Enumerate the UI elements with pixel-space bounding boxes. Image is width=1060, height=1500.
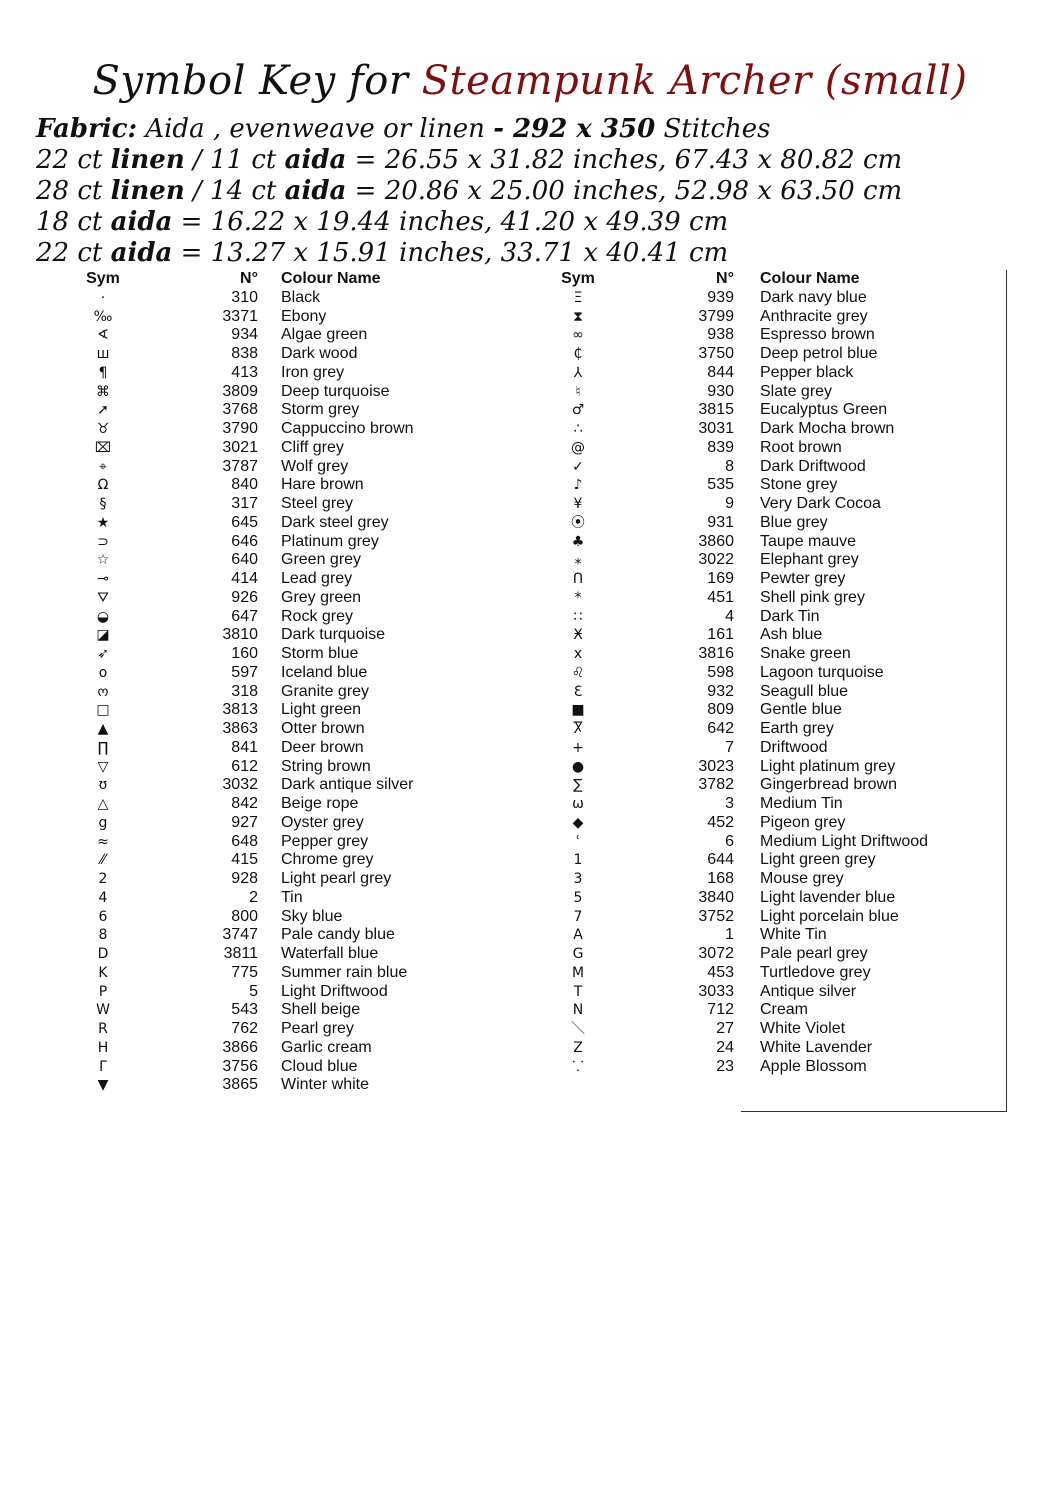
fabric-info: [36, 114, 1036, 269]
symbol-cell: K: [98, 964, 108, 981]
number-cell: 926: [231, 588, 258, 606]
size-count: 28 ct: [36, 176, 111, 206]
number-cell: 932: [707, 682, 734, 700]
fabric-dash: -: [493, 114, 514, 144]
header-sym: Sym: [561, 270, 595, 287]
symbol-cell: ʊ: [98, 777, 108, 794]
number-cell: 3032: [222, 776, 258, 794]
number-cell: 23: [716, 1057, 734, 1075]
colour-name-cell: Cappuccino brown: [281, 420, 414, 437]
size-dimensions: = 13.27 x 15.91 inches, 33.71 x 40.41 cm: [172, 238, 729, 268]
stitch-suffix: Stitches: [655, 114, 771, 144]
colour-name-cell: Grey green: [281, 588, 362, 606]
symbol-cell: ≈: [97, 833, 109, 850]
colour-name-cell: Dark turquoise: [281, 626, 386, 644]
stitch-count: 292 x 350: [513, 114, 656, 144]
symbol-cell: ♮: [575, 383, 581, 400]
number-cell: 842: [231, 795, 258, 812]
page-title: [0, 58, 1060, 104]
size-count: 22 ct: [36, 145, 111, 175]
colour-name-cell: Steel grey: [281, 495, 354, 512]
colour-name-cell: String brown: [281, 757, 371, 775]
colour-name-cell: Pearl grey: [281, 1020, 354, 1037]
number-cell: 1: [725, 926, 734, 944]
symbol-cell: ₵: [573, 346, 583, 362]
size-dimensions: = 16.22 x 19.44 inches, 41.20 x 49.39 cm: [172, 207, 729, 237]
colour-name-cell: Lead grey: [281, 570, 353, 587]
colour-name-cell: Eucalyptus Green: [760, 401, 888, 419]
header-number: N°: [240, 270, 258, 287]
colour-name-cell: Rock grey: [281, 607, 354, 625]
colour-name-cell: Espresso brown: [760, 326, 875, 344]
symbol-cell: ●: [571, 758, 585, 775]
number-cell: 3022: [698, 551, 734, 569]
size-dimensions: = 26.55 x 31.82 inches, 67.43 x 80.82 cm: [346, 145, 903, 175]
symbol-cell: Z: [573, 1039, 583, 1056]
colour-name-cell: White Violet: [760, 1020, 846, 1037]
colour-name-cell: Stone grey: [760, 476, 838, 494]
number-cell: 3865: [222, 1076, 258, 1094]
number-cell: 712: [707, 1001, 734, 1019]
number-cell: 168: [707, 870, 734, 887]
symbol-cell: Ξ: [573, 289, 583, 306]
size-count: / 14 ct: [184, 176, 285, 206]
symbol-cell: ■: [571, 702, 585, 719]
colour-name-cell: Ebony: [281, 307, 327, 325]
number-cell: 24: [716, 1038, 734, 1056]
symbol-cell: ▲: [97, 721, 109, 737]
symbol-cell: ∏: [97, 739, 109, 756]
number-cell: 3033: [698, 982, 734, 1000]
colour-name-cell: Pale pearl grey: [760, 945, 868, 962]
colour-name-cell: Summer rain blue: [281, 963, 408, 981]
symbol-cell: +: [572, 739, 584, 756]
fabric-label: Fabric:: [36, 114, 138, 144]
symbol-cell: 1: [573, 852, 583, 869]
colour-name-cell: Algae green: [281, 326, 368, 344]
colour-name-cell: Light porcelain blue: [760, 907, 899, 925]
symbol-cell: ⌘: [96, 383, 110, 400]
number-cell: 844: [707, 363, 734, 381]
symbol-cell: ∑: [573, 777, 583, 794]
symbol-cell: G: [572, 946, 584, 962]
symbol-cell: △: [97, 796, 109, 812]
symbol-cell: 3: [573, 871, 583, 887]
number-cell: 938: [707, 326, 734, 344]
symbol-cell: ⌖: [99, 458, 107, 475]
number-cell: 3816: [698, 645, 734, 662]
colour-name-cell: Slate grey: [760, 382, 833, 400]
symbol-cell: ·: [100, 289, 106, 306]
colour-name-cell: Garlic cream: [281, 1038, 372, 1056]
size-fabric: aida: [284, 176, 347, 206]
symbol-cell: ⊃: [97, 533, 109, 550]
colour-name-cell: Snake green: [760, 645, 851, 662]
symbol-cell: 5: [573, 889, 583, 906]
size-line-18ct-aida: [36, 207, 1036, 238]
colour-name-cell: Green grey: [281, 551, 362, 569]
number-cell: 3747: [222, 926, 258, 944]
colour-name-cell: Dark Mocha brown: [760, 420, 895, 437]
colour-name-cell: Medium Light Driftwood: [760, 832, 929, 850]
colour-name-cell: Apple Blossom: [760, 1057, 867, 1075]
colour-name-cell: Lagoon turquoise: [760, 663, 884, 681]
colour-name-cell: Gentle blue: [760, 701, 842, 719]
number-cell: 7: [725, 738, 734, 756]
symbol-cell: ◒: [96, 608, 110, 625]
size-count: 18 ct: [36, 207, 111, 237]
colour-name-cell: Deep petrol blue: [760, 345, 878, 362]
colour-name-cell: Wolf grey: [281, 457, 349, 475]
number-cell: 317: [231, 495, 258, 512]
size-count: / 11 ct: [184, 145, 285, 175]
symbol-cell: T: [573, 983, 583, 1000]
number-cell: 3863: [222, 720, 258, 737]
symbol-cell: ∞: [572, 327, 584, 344]
symbol-cell: ♂: [571, 402, 585, 419]
number-cell: 597: [231, 663, 258, 681]
number-cell: 3866: [222, 1038, 258, 1056]
symbol-cell: ◪: [96, 627, 110, 644]
symbol-cell: ⁄⁄: [100, 852, 106, 869]
symbol-cell: 7: [573, 908, 583, 925]
number-cell: 413: [231, 363, 258, 381]
colour-name-cell: Anthracite grey: [760, 307, 868, 325]
colour-name-cell: Gingerbread brown: [760, 776, 897, 794]
colour-name-cell: Beige rope: [281, 795, 359, 812]
symbol-cell: ⦿: [571, 514, 585, 531]
colour-name-cell: Mouse grey: [760, 870, 844, 887]
symbol-cell: ო: [97, 683, 109, 700]
symbol-cell: ⊸: [97, 571, 109, 587]
number-cell: 415: [231, 851, 258, 869]
colour-name-cell: Turtledove grey: [760, 963, 871, 981]
number-cell: 3023: [698, 757, 734, 775]
colour-name-cell: Granite grey: [281, 682, 370, 700]
symbol-cell: ♣: [571, 533, 585, 550]
number-cell: 930: [707, 382, 734, 400]
colour-name-cell: Pale candy blue: [281, 926, 395, 944]
size-count: 22 ct: [36, 238, 111, 268]
colour-name-cell: Shell pink grey: [760, 588, 865, 606]
symbol-cell: ➚: [97, 402, 109, 419]
number-cell: 3787: [222, 457, 258, 475]
symbol-cell: ＼: [571, 1021, 585, 1037]
number-cell: 928: [231, 870, 258, 887]
symbol-cell: Ⴟ: [572, 721, 584, 737]
number-cell: 3782: [698, 776, 734, 794]
number-cell: 3790: [222, 420, 258, 437]
symbol-cell: g: [98, 814, 108, 831]
symbol-cell: P: [98, 983, 108, 1000]
symbol-cell: o: [98, 664, 108, 681]
colour-name-cell: Very Dark Cocoa: [760, 495, 881, 512]
symbol-cell: R: [98, 1021, 108, 1037]
size-fabric: aida: [110, 207, 173, 237]
number-cell: 3756: [222, 1057, 258, 1075]
number-cell: 762: [231, 1020, 258, 1037]
number-cell: 6: [725, 832, 734, 850]
symbol-cell: ➶: [97, 646, 109, 662]
symbol-cell: ⛛: [97, 589, 109, 606]
number-cell: 4: [725, 607, 734, 625]
colour-name-cell: Dark wood: [281, 345, 358, 362]
colour-name-cell: Waterfall blue: [281, 945, 379, 962]
size-dimensions: = 20.86 x 25.00 inches, 52.98 x 63.50 cm: [346, 176, 903, 206]
colour-name-cell: Pepper black: [760, 363, 854, 381]
symbol-cell: ∴: [573, 421, 583, 437]
header-colour-name: Colour Name: [281, 270, 381, 287]
number-cell: 3810: [222, 626, 258, 644]
symbol-cell: §: [99, 496, 107, 512]
symbol-cell: ◆: [572, 814, 584, 831]
colour-name-cell: Driftwood: [760, 738, 828, 756]
colour-name-cell: Light platinum grey: [760, 757, 896, 775]
symbol-cell: N: [572, 1002, 584, 1019]
colour-name-cell: Light green: [281, 701, 362, 719]
header-colour-name: Colour Name: [760, 270, 860, 287]
symbol-cell: ♌: [571, 664, 585, 681]
symbol-cell: 2: [98, 871, 108, 887]
symbol-cell: Γ: [99, 1058, 107, 1075]
symbol-cell: □: [96, 702, 110, 719]
colour-name-cell: Sky blue: [281, 907, 343, 925]
colour-name-cell: Winter white: [281, 1076, 370, 1094]
colour-name-cell: Light green grey: [760, 851, 876, 869]
colour-name-cell: Pepper grey: [281, 832, 369, 850]
symbol-cell: ♪: [573, 477, 583, 494]
symbol-cell: W: [96, 1002, 110, 1019]
number-cell: 3768: [222, 401, 258, 419]
colour-name-cell: Light pearl grey: [281, 870, 392, 887]
symbol-cell: ⅄: [573, 364, 583, 381]
number-cell: 775: [231, 963, 258, 981]
symbol-cell: ʿ: [575, 833, 581, 850]
size-line-28ct-linen: [36, 176, 1036, 207]
fabric-types: Aida , evenweave or linen: [137, 114, 494, 144]
number-cell: 3031: [698, 420, 734, 437]
number-cell: 3072: [698, 945, 734, 962]
symbol-cell: ▽: [97, 758, 109, 775]
colour-name-cell: Dark antique silver: [281, 776, 414, 794]
number-cell: 644: [707, 851, 734, 869]
number-cell: 939: [707, 288, 734, 306]
size-fabric: linen: [110, 176, 185, 206]
colour-name-cell: Hare brown: [281, 476, 364, 494]
symbol-cell: ♉: [96, 421, 110, 437]
colour-name-cell: Black: [281, 288, 321, 306]
colour-name-cell: Otter brown: [281, 720, 365, 737]
colour-name-cell: Platinum grey: [281, 532, 379, 550]
number-cell: 838: [231, 345, 258, 362]
symbol-cell: 4: [98, 889, 108, 906]
colour-name-cell: Dark Tin: [760, 607, 820, 625]
number-cell: 612: [231, 757, 258, 775]
number-cell: 453: [707, 963, 734, 981]
symbol-cell: ▼: [97, 1077, 109, 1094]
size-fabric: aida: [110, 238, 173, 268]
symbol-cell: ✓: [572, 458, 584, 475]
colour-name-cell: Dark Driftwood: [760, 457, 866, 475]
colour-name-cell: Pewter grey: [760, 570, 846, 587]
symbol-cell: ω: [572, 796, 584, 812]
colour-name-cell: Shell beige: [281, 1001, 361, 1019]
colour-name-cell: Blue grey: [760, 513, 828, 531]
symbol-cell: M: [571, 964, 585, 981]
number-cell: 3840: [698, 888, 734, 906]
number-cell: 931: [707, 513, 734, 531]
number-cell: 5: [249, 982, 258, 1000]
colour-name-cell: Storm grey: [281, 401, 360, 419]
number-cell: 934: [231, 326, 258, 344]
number-cell: 647: [231, 607, 258, 625]
colour-name-cell: Earth grey: [760, 720, 834, 737]
number-cell: 318: [231, 682, 258, 700]
symbol-cell: Ω: [97, 477, 109, 494]
colour-name-cell: Light lavender blue: [760, 888, 896, 906]
number-cell: 646: [231, 532, 258, 550]
colour-name-cell: Dark navy blue: [760, 288, 867, 306]
colour-name-cell: Iceland blue: [281, 663, 368, 681]
header-sym: Sym: [86, 270, 120, 287]
colour-name-cell: Pigeon grey: [760, 813, 846, 831]
symbol-cell: 8: [98, 927, 108, 944]
number-cell: 3752: [698, 907, 734, 925]
number-cell: 841: [231, 738, 258, 756]
symbol-cell: ¥: [573, 496, 583, 512]
number-cell: 839: [707, 438, 734, 456]
number-cell: 800: [231, 907, 258, 925]
number-cell: 3815: [698, 401, 734, 419]
number-cell: 3813: [222, 701, 258, 719]
colour-name-cell: Root brown: [760, 438, 842, 456]
number-cell: 3: [725, 795, 734, 812]
symbol-cell: x: [573, 646, 583, 662]
number-cell: 927: [231, 813, 258, 831]
number-cell: 2: [249, 888, 258, 906]
number-cell: 452: [707, 813, 734, 831]
number-cell: 543: [231, 1001, 258, 1019]
symbol-cell: ¶: [98, 364, 108, 381]
number-cell: 3809: [222, 382, 258, 400]
colour-name-cell: Tin: [281, 888, 303, 906]
symbol-cell: ∷: [573, 608, 583, 625]
colour-name-cell: Dark steel grey: [281, 513, 389, 531]
symbol-cell: 6: [98, 908, 108, 925]
symbol-cell: ш: [96, 346, 110, 362]
number-cell: 598: [707, 663, 734, 681]
symbol-cell: ‰: [93, 308, 113, 325]
number-cell: 642: [707, 720, 734, 737]
title-prefix: Symbol Key for: [92, 58, 409, 104]
number-cell: 645: [231, 513, 258, 531]
symbol-cell: ∢: [97, 327, 109, 344]
number-cell: 809: [707, 701, 734, 719]
number-cell: 9: [725, 495, 734, 512]
fabric-line: [36, 114, 1036, 145]
size-line-22ct-linen: [36, 145, 1036, 176]
colour-name-cell: Seagull blue: [760, 682, 849, 700]
number-cell: 3021: [222, 438, 258, 456]
number-cell: 640: [231, 551, 258, 569]
symbol-cell: D: [97, 946, 109, 962]
colour-name-cell: Oyster grey: [281, 813, 364, 831]
size-line-22ct-aida: [36, 238, 1036, 269]
header-number: N°: [716, 270, 734, 287]
colour-name-cell: White Tin: [760, 926, 827, 944]
table-border-vertical: [1006, 270, 1007, 1112]
table-border-bottom: [741, 1111, 1007, 1112]
symbol-cell: A: [573, 927, 583, 944]
number-cell: 451: [707, 588, 734, 606]
colour-name-cell: Antique silver: [760, 982, 857, 1000]
symbol-cell: Ӿ: [573, 627, 583, 644]
number-cell: 161: [707, 626, 734, 644]
colour-name-cell: Cliff grey: [281, 438, 344, 456]
colour-name-cell: Ash blue: [760, 626, 823, 644]
colour-name-cell: Chrome grey: [281, 851, 374, 869]
number-cell: 3799: [698, 307, 734, 325]
colour-name-cell: Medium Tin: [760, 795, 843, 812]
number-cell: 3750: [698, 345, 734, 362]
number-cell: 414: [231, 570, 258, 587]
symbol-cell: ᑎ: [572, 571, 584, 587]
symbol-cell: ⌧: [94, 439, 112, 456]
number-cell: 648: [231, 832, 258, 850]
number-cell: 8: [725, 457, 734, 475]
number-cell: 27: [716, 1020, 734, 1037]
symbol-cell: ⁎: [574, 552, 582, 569]
colour-name-cell: Deep turquoise: [281, 382, 390, 400]
colour-name-cell: Elephant grey: [760, 551, 859, 569]
pattern-name: Steampunk Archer (small): [421, 58, 968, 104]
colour-name-cell: Storm blue: [281, 645, 359, 662]
colour-name-cell: Cloud blue: [281, 1057, 358, 1075]
colour-name-cell: White Lavender: [760, 1038, 873, 1056]
number-cell: 160: [231, 645, 258, 662]
number-cell: 310: [231, 288, 258, 306]
colour-name-cell: Deer brown: [281, 738, 364, 756]
number-cell: 535: [707, 476, 734, 494]
number-cell: 840: [231, 476, 258, 494]
colour-name-cell: Iron grey: [281, 363, 345, 381]
symbol-cell: ⧗: [573, 308, 583, 325]
size-fabric: aida: [284, 145, 347, 175]
symbol-cell: ☆: [96, 552, 110, 569]
symbol-cell: ⸪: [572, 1058, 584, 1075]
colour-name-cell: Light Driftwood: [281, 982, 388, 1000]
number-cell: 169: [707, 570, 734, 587]
number-cell: 3860: [698, 532, 734, 550]
number-cell: 3371: [222, 307, 258, 325]
symbol-cell: H: [97, 1039, 109, 1056]
colour-name-cell: Taupe mauve: [760, 532, 857, 550]
number-cell: 3811: [223, 945, 258, 962]
symbol-cell: Ɛ: [573, 683, 583, 700]
symbol-cell: ★: [96, 514, 110, 531]
symbol-cell: @: [571, 439, 585, 456]
colour-name-cell: Cream: [760, 1001, 809, 1019]
size-fabric: linen: [110, 145, 185, 175]
symbol-cell: *: [574, 589, 582, 606]
